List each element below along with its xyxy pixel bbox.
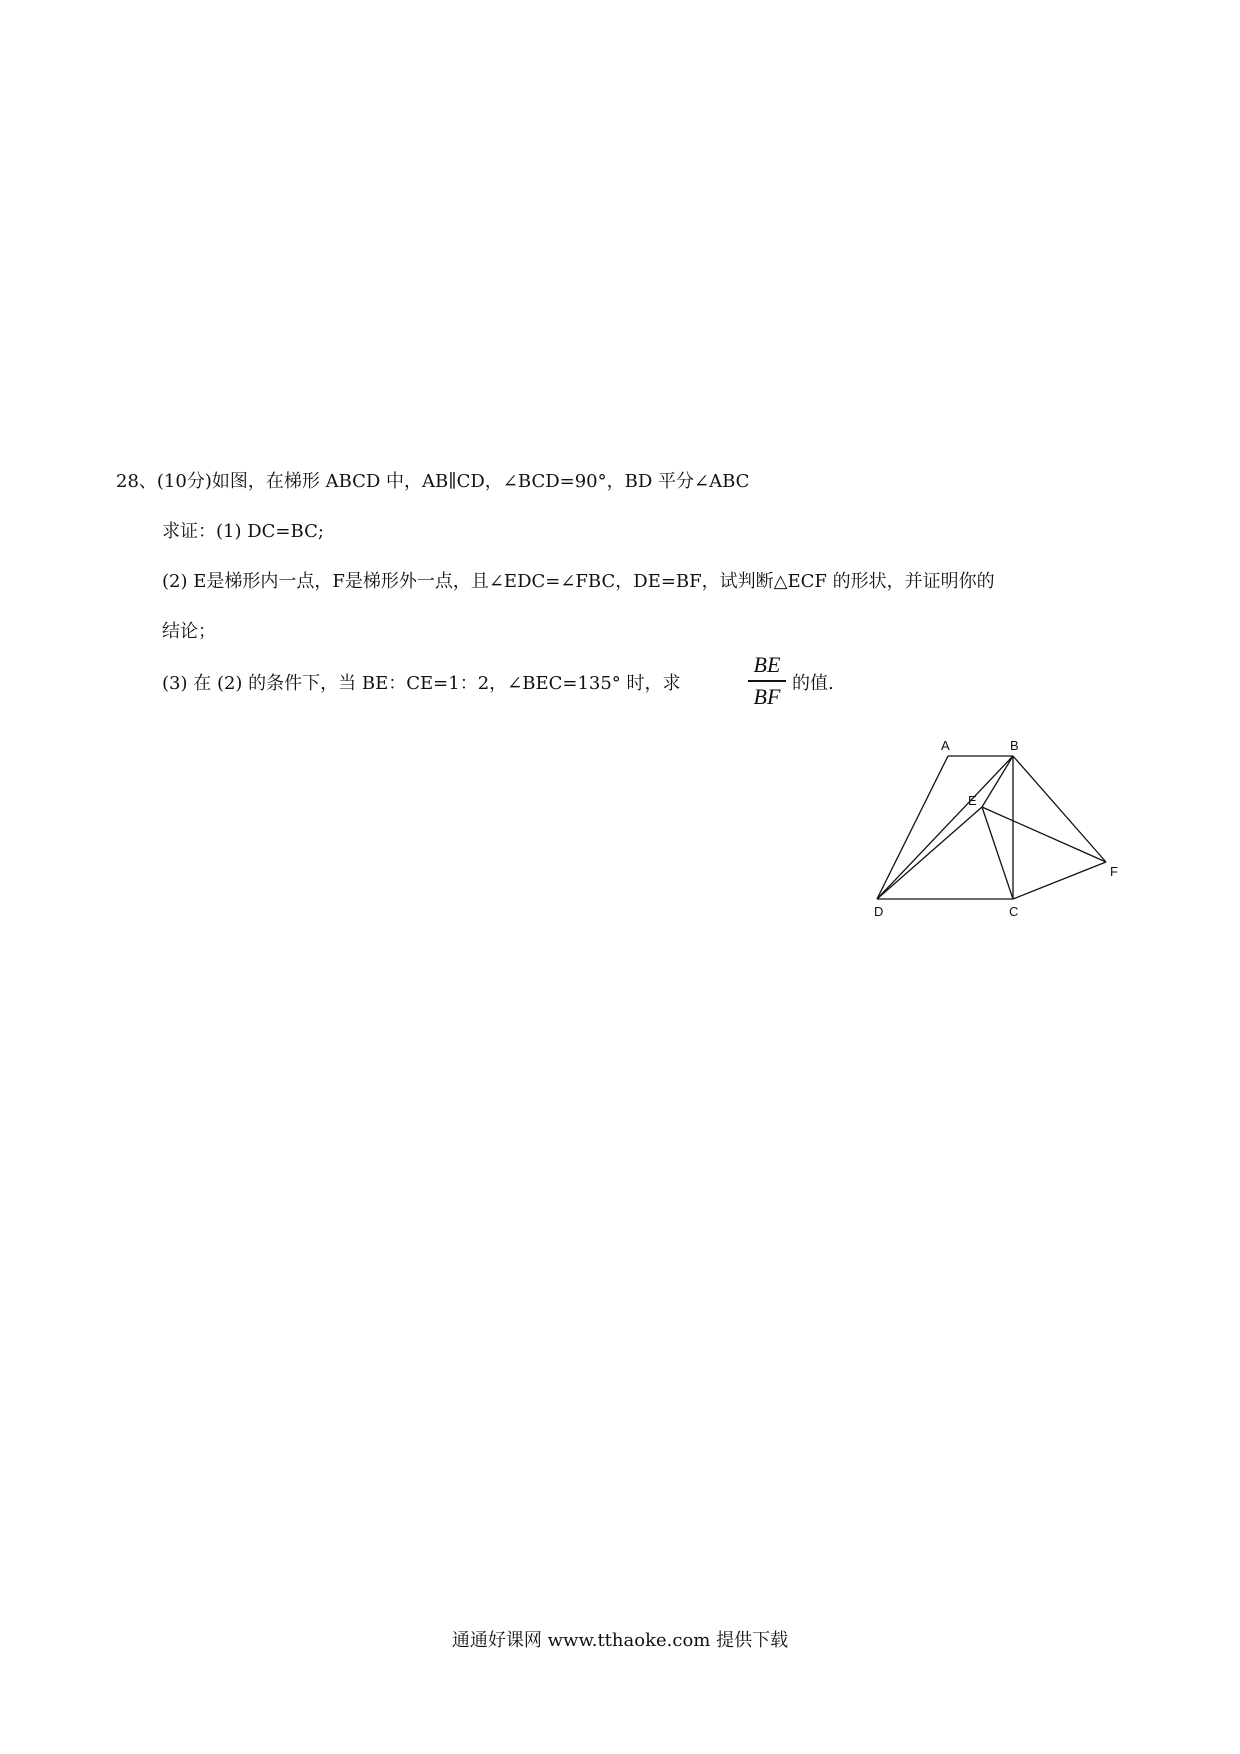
label-b: B — [1010, 738, 1019, 753]
segment-cf — [1013, 862, 1106, 899]
label-d: D — [874, 904, 884, 919]
problem-part-2-line-2: 结论； — [162, 621, 216, 642]
fraction-numerator: BE — [753, 652, 781, 677]
segment-ad — [877, 756, 948, 899]
segment-bf — [1013, 756, 1106, 862]
label-e: E — [968, 793, 977, 808]
segment-bd — [877, 756, 1013, 899]
fraction-be-over-bf — [748, 652, 786, 710]
segment-be — [982, 756, 1013, 807]
segment-de — [877, 807, 982, 899]
segment-ec — [982, 807, 1013, 899]
problem-part-2-line-1: (2) E是梯形内一点，F是梯形外一点，且∠EDC=∠FBC，DE=BF，试判断△ECF 的形状，并证明你的 — [162, 571, 995, 592]
segment-ef — [982, 807, 1106, 862]
problem-part-3: (3) 在 (2) 的条件下，当 BE：CE=1：2，∠BEC=135° 时，求 — [162, 673, 681, 694]
problem-part-1: 求证：(1) DC=BC; — [162, 521, 324, 542]
label-c: C — [1009, 904, 1019, 919]
fraction-denominator: BF — [753, 683, 781, 709]
page-footer: 通通好课网 www.tthaoke.com 提供下载 — [451, 1630, 789, 1651]
label-a: A — [941, 738, 950, 753]
fraction-bar — [748, 680, 786, 682]
trapezoid-figure — [860, 736, 1140, 936]
problem-part-3-tail: 的值. — [792, 673, 834, 694]
label-f: F — [1110, 864, 1118, 879]
problem-header: 28、(10分)如图，在梯形 ABCD 中，AB∥CD，∠BCD=90°，BD 平分∠ABC — [116, 471, 750, 492]
